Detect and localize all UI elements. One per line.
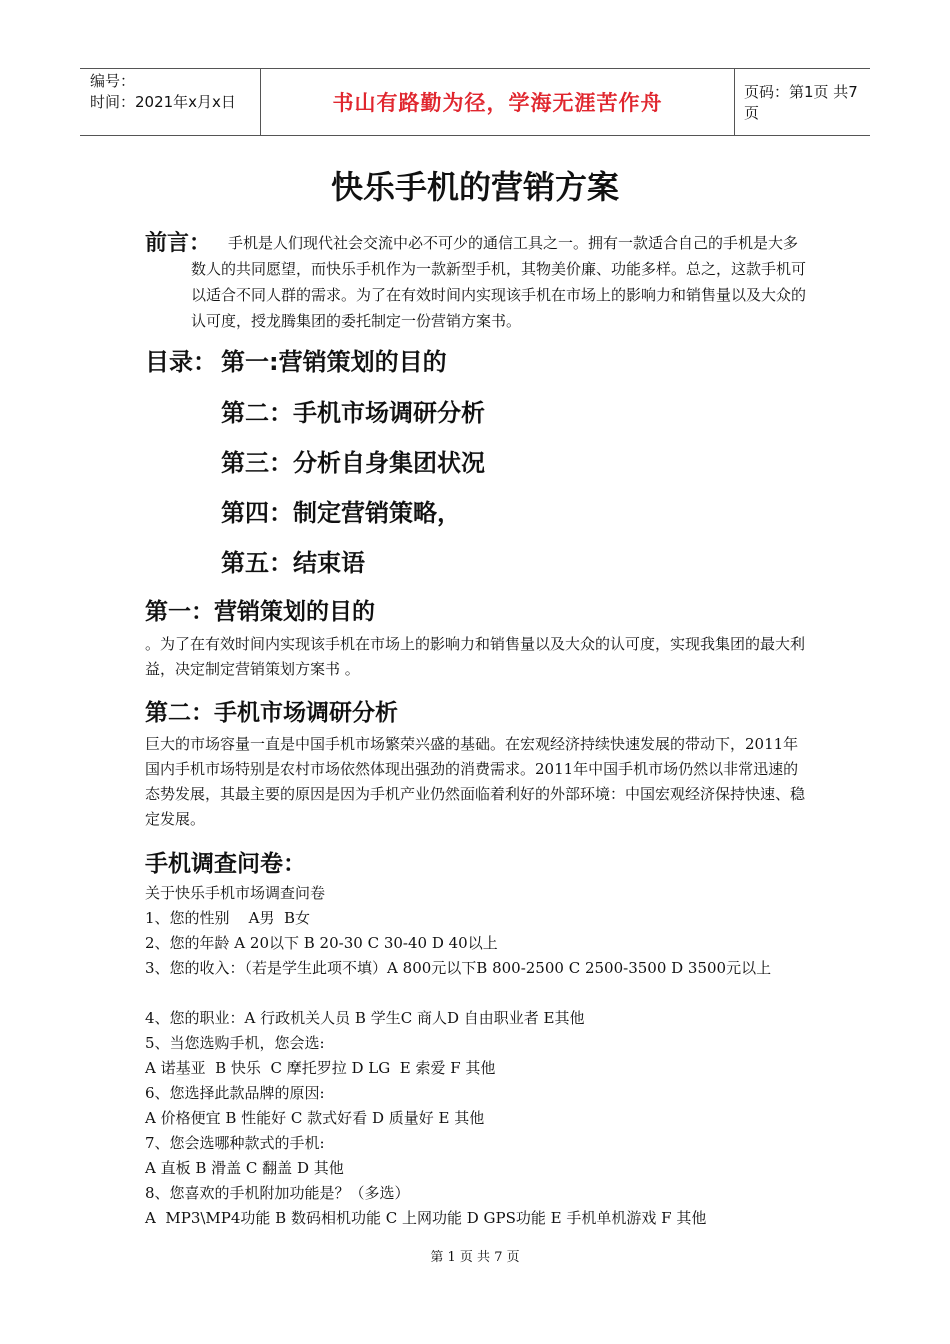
survey-q8: 8、您喜欢的手机附加功能是？（多选） [145,1184,410,1202]
survey-q4: 4、您的职业：A 行政机关人员 B 学生C 商人D 自由职业者 E其他 [145,1009,585,1027]
survey-q6-options: A 价格便宜 B 性能好 C 款式好看 D 质量好 E 其他 [145,1109,485,1127]
foreword-text: 手机是人们现代社会交流中必不可少的通信工具之一。拥有一款适合自己的手机是大多数人的共同愿望，而快乐手机作为一款新型手机，其物美价廉、功能多样。总之，这款手机可以适合不同人群的需求。为了在有效时间内实现该手机在市场上的影响力和销售量以及大众的认可度，授龙腾集团的委托制定一份营销方案书。 [191,234,807,330]
page-footer: 第 1 页 共 7 页 [430,1250,520,1265]
survey-q5-options: A 诺基亚 B 快乐 C 摩托罗拉 D LG E 索爱 F 其他 [145,1059,496,1077]
section1-heading: 第一：营销策划的目的 [145,599,375,625]
header-page-cell [735,69,870,135]
toc-item-2: 第二：手机市场调研分析 [221,399,485,427]
document-title: 快乐手机的营销方案 [330,168,619,206]
page-header [80,68,870,136]
survey-q5: 5、当您选购手机，您会选: [145,1034,325,1052]
survey-heading: 手机调查问卷： [145,851,306,877]
survey-q7: 7、您会选哪种款式的手机: [145,1134,325,1152]
survey-q7-options: A 直板 B 滑盖 C 翻盖 D 其他 [145,1159,344,1177]
section2-text: 巨大的市场容量一直是中国手机市场繁荣兴盛的基础。在宏观经济持续快速发展的带动下，2011年国内手机市场特别是农村市场依然体现出强劲的消费需求。2011年中国手机市场仍然以非常迅速的态势发展，其最主要的原因是因为手机产业仍然面临着利好的外部环境：中国宏观经济保持快速、稳定发展。 [145,735,806,828]
survey-q1: 1、您的性别 A男 B女 [145,909,311,927]
motto: 书山有路勤为径，学海无涯苦作舟 [332,90,663,115]
page-number-label: 页码：第1页 共7页 [744,83,858,122]
header-info-cell [80,69,261,135]
toc-item-4: 第四：制定营销策略， [221,499,461,527]
section2-heading: 第二：手机市场调研分析 [145,700,398,726]
foreword-label: 前言： [145,231,212,256]
section1-text: 。为了在有效时间内实现该手机在市场上的影响力和销售量以及大众的认可度，实现我集团的最大利益，决定制定营销策划方案书 。 [145,635,806,678]
toc-item-5: 第五：结束语 [221,549,365,577]
toc-item-3: 第三：分析自身集团状况 [221,449,485,477]
number-label: 编号： [90,72,136,90]
toc-label: 目录： [145,348,217,376]
survey-q6: 6、您选择此款品牌的原因: [145,1084,325,1102]
survey-q2: 2、您的年龄 A 20以下 B 20-30 C 30-40 D 40以上 [145,934,498,952]
toc-item-1: 第一:营销策划的目的 [221,348,447,376]
survey-title: 关于快乐手机市场调查问卷 [145,884,326,902]
survey-q8-options: A MP3\MP4功能 B 数码相机功能 C 上网功能 D GPS功能 E 手机单机游戏 F 其他 [145,1209,707,1227]
header-motto-cell [261,69,735,135]
date-label: 时间：2021年x月x日 [90,93,236,111]
survey-q3: 3、您的收入：（若是学生此项不填）A 800元以下B 800-2500 C 2500-3500 D 3500元以上 [145,959,772,977]
